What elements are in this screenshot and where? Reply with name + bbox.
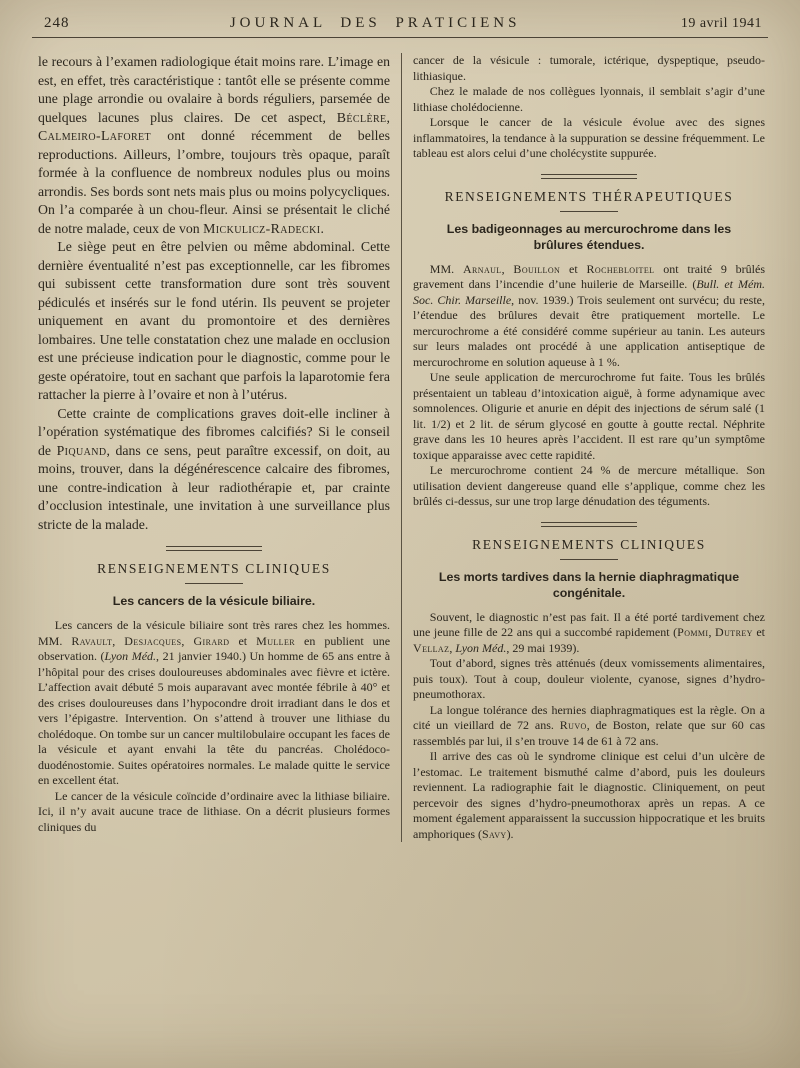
section-divider <box>541 174 637 179</box>
left-column <box>38 53 390 842</box>
section-divider <box>541 522 637 527</box>
heading-rule <box>560 211 618 212</box>
right-column <box>413 53 765 842</box>
heading-rule <box>560 559 618 560</box>
page-header <box>0 0 800 32</box>
paragraph: Souvent, le diagnostic n’est pas fait. Il a été porté tardivement chez une jeune fille de 22 ans qui a succombé rapidement (Pommi, Dutrey et Vellaz, Lyon Méd., 29 mai 1939). <box>413 609 765 655</box>
paragraph: Cette crainte de complications graves doit-elle incliner à l’opération systématique des fibromes calcifiés? Si le conseil de Piquand, dans ce sens, peut paraître excessif, on doit, au moins, trouver, dans la dégénérescence calcaire des fibromes, une contre-indication à leur radiothérapie et, par crainte d’occlusion intestinale, une invitation à une surveillance plus stricte de la malade. <box>38 405 390 532</box>
column-gap-left <box>390 53 401 842</box>
paragraph: Le cancer de la vésicule coïncide d’ordinaire avec la lithiase biliaire. Ici, il n’y avait aucune trace de lithiase. On a décrit plusieurs formes cliniques du <box>38 788 390 834</box>
journal-title: JOURNAL DES PRATICIENS <box>229 15 521 31</box>
paragraph: Le mercurochrome contient 24 % de mercure métallique. Son utilisation devient dangereuse quand elle s’applique, comme chez les brûlés ci-dessus, sur une trop large dénudation des téguments. <box>413 463 765 508</box>
paragraph: La longue tolérance des hernies diaphragmatiques est la règle. On a cité un vieillard de 72 ans. Ruvo, de Boston, relate que sur 60 cas rassemblés par lui, il s’en trouve 14 de 61 à 72 ans. <box>413 702 765 748</box>
section-heading <box>413 189 765 212</box>
paragraph: Tout d’abord, signes très atténués (deux vomissements alimentaires, puis toux). Tout à coup, douleur violente, cyanose, signes d’hydro-pneumothorax. <box>413 656 765 701</box>
section-divider <box>166 546 262 551</box>
heading-rule <box>185 583 243 584</box>
section-heading <box>413 537 765 560</box>
page-number: 248 <box>44 15 70 31</box>
paragraph: Les cancers de la vésicule biliaire sont très rares chez les hommes. MM. Ravault, Desjacques, Girard et Muller en publient une observation. (Lyon Méd., 21 janvier 1940.) Un homme de 65 ans entre à l’hôpital pour des crises douloureuses abdominales avec fièvre et ictère. L’affection avait débuté 5 mois auparavant avec montée fébrile à 40° et des crises douloureuses dans l’hypocondre droit irradiant dans le dos et vers l’épigastre. Intervention. On s’attend à trouver une lithiase du cholédoque. On tombe sur un cancer multilobulaire occupant les faces de la vésicule et ayant envahi la tête du pancréas. Cholédoco-duodénostomie. Suites opératoires normales. Le malade quitte le service en excellent état. <box>38 618 391 787</box>
page-body <box>0 38 800 842</box>
paragraph: Le siège peut en être pelvien ou même abdominal. Cette dernière éventualité n’est pas exceptionnelle, car les fibromes qui subissent cette transformation dure sont très souvent pédiculés et insérés sur le fond utérin. Ils peuvent se projeter uniquement en avant du promontoire et des dernières lombaires. Une telle constatation chez une malade en occlusion est une précieuse indication pour le diagnostic, comme pour le geste opératoire, tout en sachant que parfois la laparotomie fera rattacher la pierre à l’ovaire et non à l’utérus. <box>38 239 390 402</box>
paragraph: cancer de la vésicule : tumorale, ictérique, dyspeptique, pseudo-lithiasique. <box>413 53 765 83</box>
paragraph: Une seule application de mercurochrome fut faite. Tous les brûlés présentaient un tableau d’intoxication aiguë, à forme adynamique avec somnolences. Oligurie et anurie en dépit des injections de sérum salé (1 lit. 1/2) et 2 lit. de sérum glycosé en goutte à goutte rectal. Néphrite grave dans les 10 heures après l’accident. Il est rare qu’un symptôme toxique apparaisse avec cette rapidité. <box>413 370 765 462</box>
section-heading <box>38 561 390 584</box>
paragraph: MM. Arnaul, Bouillon et Rochebloitel ont traité 9 brûlés gravement dans l’incendie d’une huilerie de Marseille. (Bull. et Mém. Soc. Chir. Marseille, nov. 1939.) Trois seulement ont survécu; du reste, l’étendue des brûlures devait être pratiquement mortelle. Le mercurochrome a été considéré comme supérieur au tanin. Les auteurs sur leurs malades ont procédé à une application antiseptique de mercurochrome en solution aqueuse à 1 %. <box>413 261 766 369</box>
paragraph: Lorsque le cancer de la vésicule évolue avec des signes inflammatoires, la tendance à la suppuration se dessine fréquemment. Le tableau est alors celui d’une cholécystite suppurée. <box>413 115 765 160</box>
paragraph: Il arrive des cas où le syndrome clinique est celui d’un ulcère de l’estomac. Le traitement bismuthé calme d’abord, puis les douleurs reviennent. La radiographie fait le diagnostic. Cliniquement, on peut percevoir des signes d’hydro-pneumothorax après un repas. A ce moment également apparaissent la succussion hippocratique et les bruits amphoriques (Savy). <box>413 749 765 841</box>
paragraph: Chez le malade de nos collègues lyonnais, il semblait s’agir d’une lithiase cholédocienne. <box>413 84 765 114</box>
issue-date: 19 avril 1941 <box>680 16 762 31</box>
article-subhead: Les morts tardives dans la hernie diaphragmatique congénitale. <box>438 569 740 600</box>
article-subhead: Les cancers de la vésicule biliaire. <box>112 594 316 608</box>
column-gap-right <box>402 53 413 842</box>
section-heading-text: RENSEIGNEMENTS CLINIQUES <box>472 536 706 552</box>
section-heading-text: RENSEIGNEMENTS CLINIQUES <box>97 561 331 576</box>
paragraph: le recours à l’examen radiologique était moins rare. L’image en est, en effet, très caractéristique : tantôt elle se présente comme une plage arrondie ou ovalaire à bords réguliers, parsemée de quelques lacunes plus claires. De cet aspect, Béclère, Calmeiro-Laforet ont donné récemment de belles reproductions. Ailleurs, l’ombre, toujours très opaque, paraît formée à la confluence de nombreux nodules plus ou moins arrondis. Ses bords sont nets mais plus ou moins polycycliques. On l’a comparée à un chou-fleur. Ainsi se présentait le cliché de notre malade, ceux de von Mickulicz-Radecki. <box>38 54 390 236</box>
article-subhead: Les badigeonnages au mercurochrome dans les brûlures étendues. <box>446 221 732 252</box>
section-heading-text: RENSEIGNEMENTS THÉRAPEUTIQUES <box>444 188 734 204</box>
